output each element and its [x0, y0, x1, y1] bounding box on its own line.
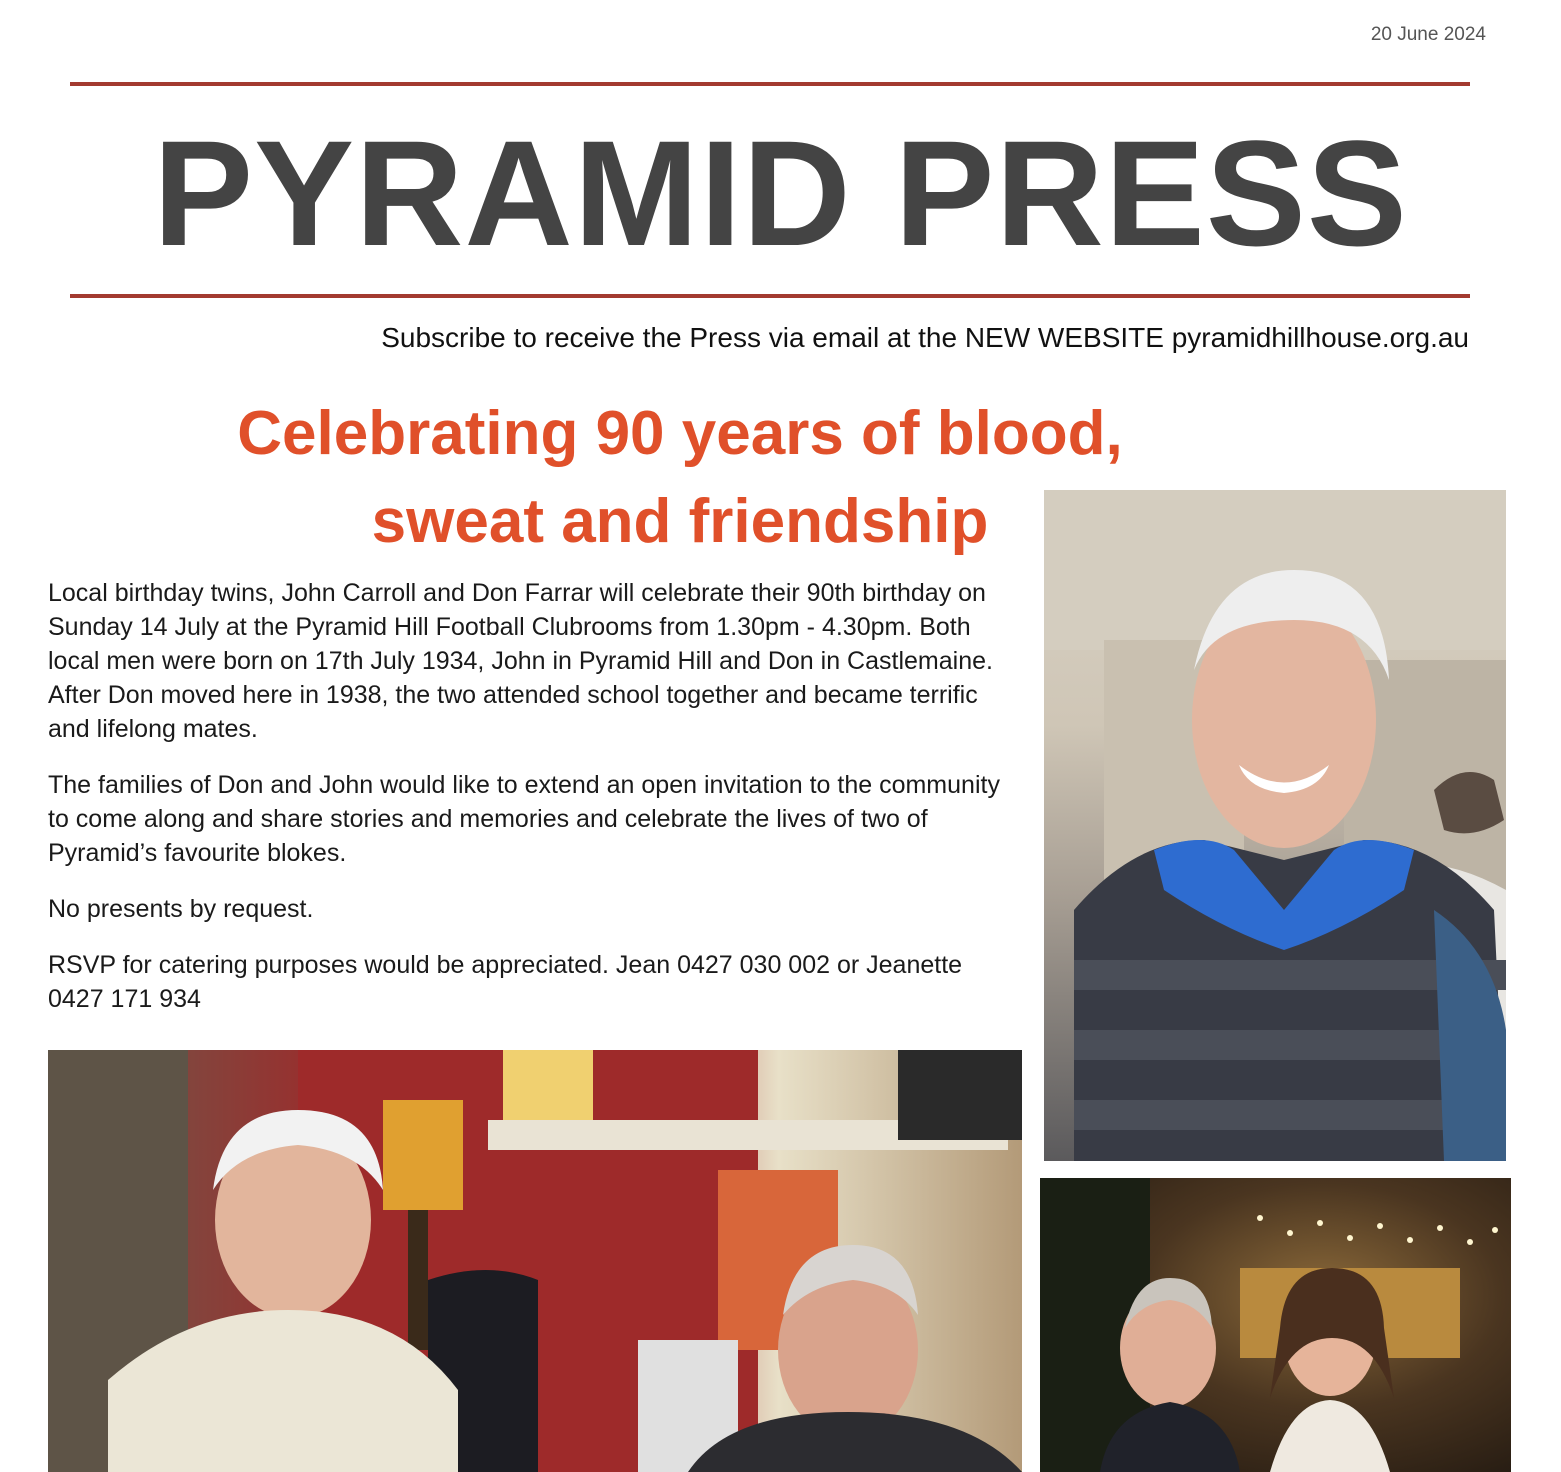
- article-paragraph-2: The families of Don and John would like to extend an open invitation to the community to come along and share stories and memories and celebrate the lives of two of Pyramid’s favourite blokes.: [48, 771, 1000, 867]
- article-paragraph-4: RSVP for catering purposes would be appreciated. Jean 0427 030 002 or Jeanette 0427 171 934: [48, 951, 963, 1013]
- photo-evening-event: [1040, 1178, 1511, 1472]
- photo-evening-event-illustration: [1040, 1178, 1511, 1472]
- article-paragraph-3: No presents by request.: [48, 895, 314, 923]
- masthead-rule-top: [70, 82, 1470, 86]
- photo-portrait: [1044, 490, 1506, 1161]
- subscribe-line: Subscribe to receive the Press via email at the NEW WEBSITE pyramidhillhouse.org.au: [381, 322, 1469, 353]
- photo-two-men-illustration: [48, 1050, 1022, 1472]
- photo-two-men: [48, 1050, 1022, 1472]
- article-headline: Celebrating 90 years of blood, sweat and friendship: [237, 399, 1123, 556]
- article-paragraph-1: Local birthday twins, John Carroll and Don Farrar will celebrate their 90th birthday on Sunday 14 July at the Pyramid Hill Football Clubrooms from 1.30pm - 4.30pm. Both local men were born on 17th July 1934, John in Pyramid Hill and Don in Castlemaine. After Don moved here in 1938, the two attended school together and became terrific and lifelong mates.: [48, 579, 993, 743]
- masthead-rule-bottom: [70, 294, 1470, 298]
- article-body: [48, 576, 1023, 1038]
- masthead-title: PYRAMID PRESS: [153, 109, 1408, 277]
- page-date: 20 June 2024: [1370, 24, 1486, 45]
- photo-portrait-illustration: [1044, 490, 1506, 1161]
